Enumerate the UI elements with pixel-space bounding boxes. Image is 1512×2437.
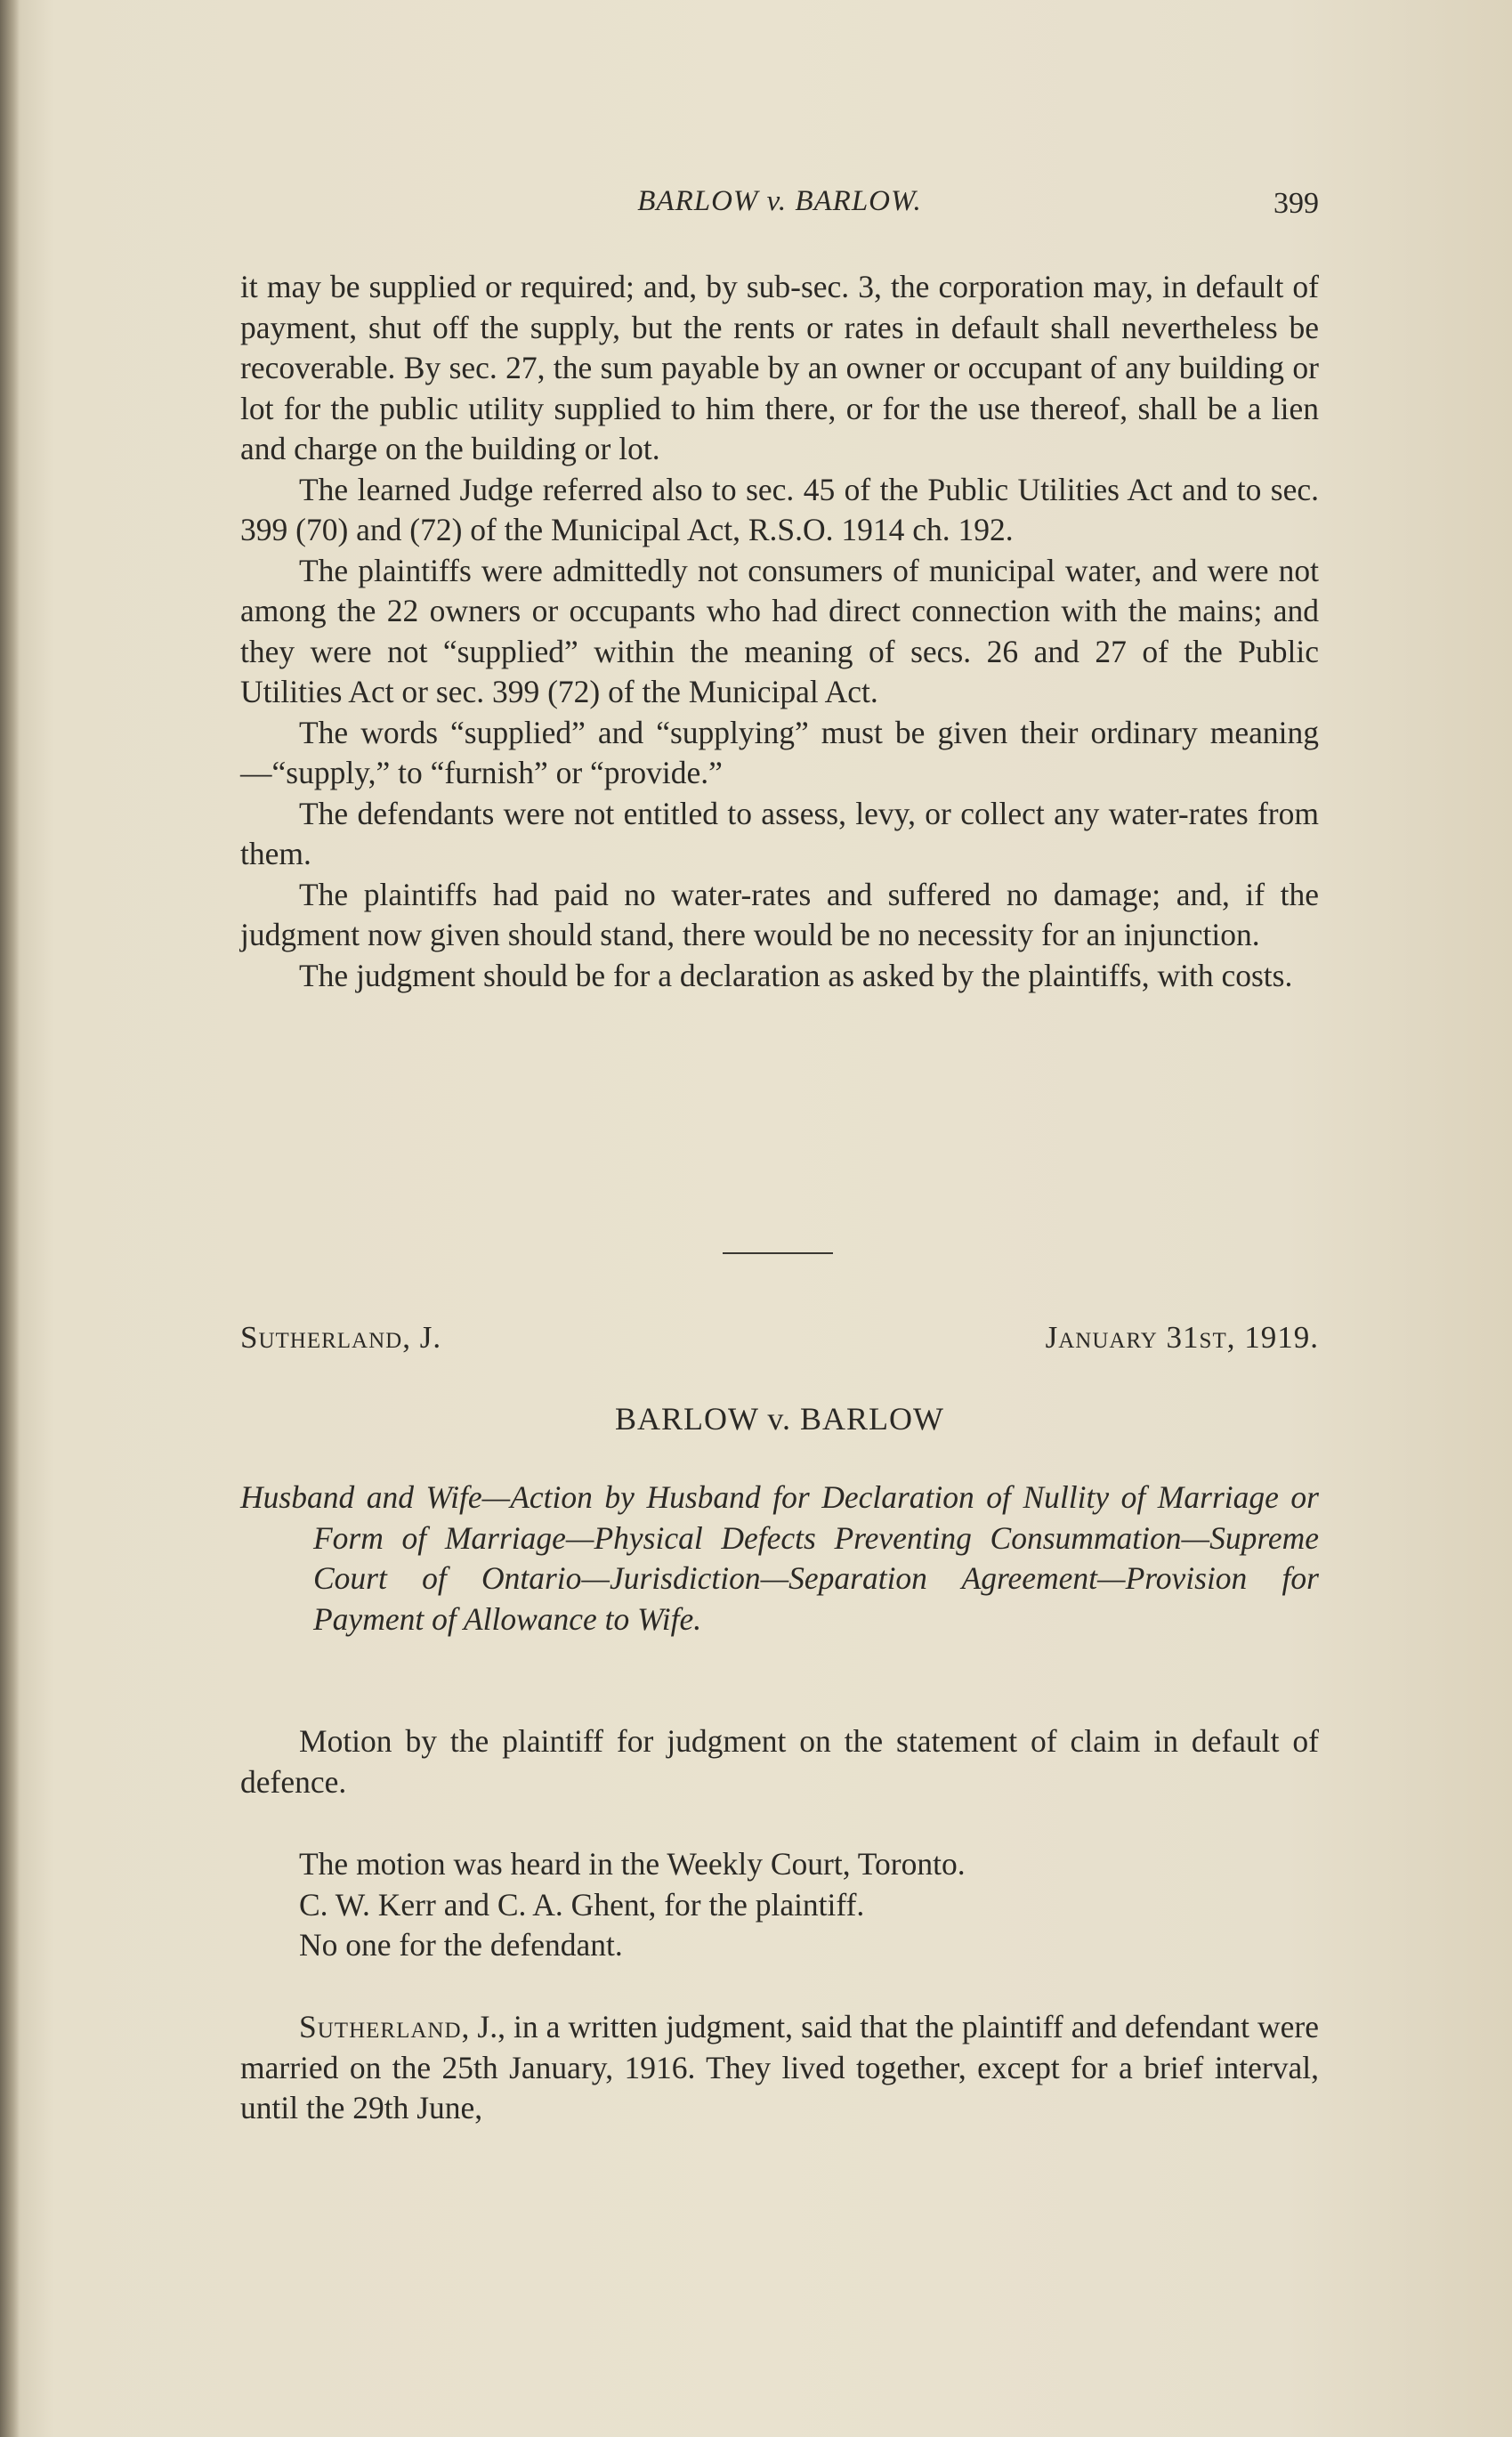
counsel-line: No one for the defendant. <box>299 1927 623 1963</box>
judgment-text: , J., in a written judgment, said that the plaintiff and defendant were married on the 25th January, 1916. They lived together, except for a brief interval, until the 29th June, <box>240 2009 1319 2125</box>
paragraph: it may be supplied or required; and, by sub-sec. 3, the corporation may, in default of payment, shut off the supply, but the rents or rates in default shall nevertheless be recoverable. By sec. 27, the sum payable by an owner or occupant of any building or lot for the public utility supplied to him there, or for the use thereof, shall be a lien and charge on the building or lot. <box>240 269 1319 466</box>
decision-date: January 31st, 1919. <box>1045 1320 1319 1355</box>
running-title: BARLOW v. BARLOW. <box>637 185 922 217</box>
hearing-line: The motion was heard in the Weekly Court, Toronto. <box>299 1846 966 1882</box>
paragraph: The plaintiffs had paid no water-rates and suffered no damage; and, if the judgment now given should stand, there would be no necessity for an injunction. <box>240 876 1319 952</box>
book-spine-shadow <box>0 0 20 2437</box>
paragraph: The judgment should be for a declaration as asked by the plaintiffs, with costs. <box>299 957 1293 993</box>
page-number: 399 <box>1273 187 1319 220</box>
case-judge-date-line <box>240 1320 1319 1364</box>
case-headnote: Husband and Wife—Action by Husband for Declaration of Nullity of Marriage or Form of Marriage—Physical Defects Preventing Consummation—Supreme Court of Ontario—Jurisdiction—Separation Agreement—Provision for Payment of Allowance to Wife. <box>240 1479 1319 1637</box>
paragraph: The plaintiffs were admittedly not consumers of municipal water, and were not among the 22 owners or occupants who had direct connection with the mains; and they were not “supplied” within the meaning of secs. 26 and 27 of the Public Utilities Act or sec. 399 (72) of the Municipal Act. <box>240 552 1319 709</box>
previous-case-text <box>240 267 1319 996</box>
judge-name: Sutherland, J. <box>240 1320 442 1355</box>
paragraph: The learned Judge referred also to sec. 45 of the Public Utilities Act and to sec. 399 (70) and (72) of the Municipal Act, R.S.O. 1914 ch. 192. <box>240 471 1319 547</box>
paragraph: The words “supplied” and “supplying” must be given their ordinary meaning—“supply,” to “furnish” or “provide.” <box>240 714 1319 790</box>
judgment-paragraph <box>240 2007 1319 2129</box>
paragraph: The defendants were not entitled to assess, levy, or collect any water-rates from them. <box>240 795 1319 871</box>
running-head <box>240 185 1319 230</box>
case-title: BARLOW v. BARLOW <box>615 1401 944 1437</box>
hearing-details <box>299 1844 1319 1966</box>
counsel-line: C. W. Kerr and C. A. Ghent, for the plaintiff. <box>299 1886 865 1923</box>
motion-paragraph: Motion by the plaintiff for judgment on the statement of claim in default of defence. <box>240 1723 1319 1800</box>
judge-name-inline: Sutherland <box>299 2009 462 2044</box>
section-divider <box>723 1252 833 1254</box>
